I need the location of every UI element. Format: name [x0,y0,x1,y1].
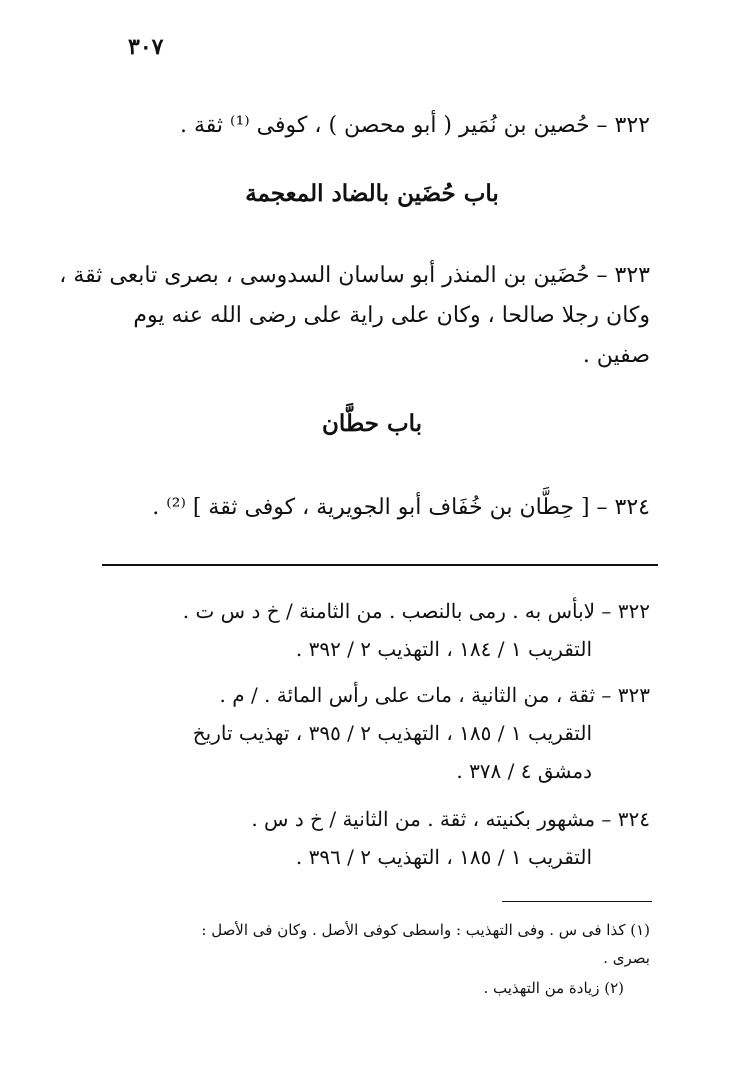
footnote-2 [483,974,650,1002]
note-323-line-2: التقريب ١ / ١٨٥ ، التهذيب ٢ / ٣٩٥ ، تهذيب تاريخ [192,721,592,745]
entry-322 [180,106,650,146]
note-323-line-1: ٣٢٣ – ثقة ، من الثانية ، مات على رأس المائة . / م . [219,683,650,707]
note-323 [193,676,650,790]
note-322-line-2: التقريب ١ / ١٨٤ ، التهذيب ٢ / ٣٩٢ . [295,637,592,661]
entry-323-line-2: وكان رجلا صالحا ، وكان على راية على رضى الله عنه يوم [133,303,650,328]
note-324-line-1: ٣٢٤ – مشهور بكنيته ، ثقة . من الثانية / خ د س . [251,807,650,831]
footnotes-divider [502,901,652,902]
footnote-1 [201,916,650,972]
entry-323-line-1: ٣٢٣ – حُضَين بن المنذر أبو ساسان السدوسى ، بصرى تابعى ثقة ، [59,263,650,288]
footnote-1-line-2: بصرى . [603,949,650,967]
note-322-line-1: ٣٢٢ – لابأس به . رمى بالنصب . من الثامنة / خ د س ت . [182,599,650,623]
note-322 [183,592,650,668]
entry-323 [59,256,650,376]
entry-322-line-1: ٣٢٢ – حُصين بن نُمَير ( أبو محصن ) ، كوفى ⁽¹⁾ ثقة . [180,113,650,138]
page-number: ٣٠٧ [128,34,164,60]
entry-324-line-1: ٣٢٤ – [ حِطَّان بن خُفَاف أبو الجويرية ، كوفى ثقة ] ⁽²⁾ . [152,495,650,520]
entry-323-line-3: صفين . [582,343,650,368]
notes-divider [102,564,658,566]
footnote-1-line-1: (١) كذا فى س . وفى التهذيب : واسطى كوفى الأصل . وكان فى الأصل : [201,921,650,939]
section-heading-hudayn: باب حُضَين بالضاد المعجمة [245,180,499,207]
entry-324 [152,488,650,528]
footnote-2-line-1: (٢) زيادة من التهذيب . [483,979,624,997]
note-323-line-3: دمشق ٤ / ٣٧٨ . [456,759,592,783]
section-heading-hattan: باب حطَّان [321,410,423,437]
note-324 [251,800,650,876]
note-324-line-2: التقريب ١ / ١٨٥ ، التهذيب ٢ / ٣٩٦ . [295,845,592,869]
